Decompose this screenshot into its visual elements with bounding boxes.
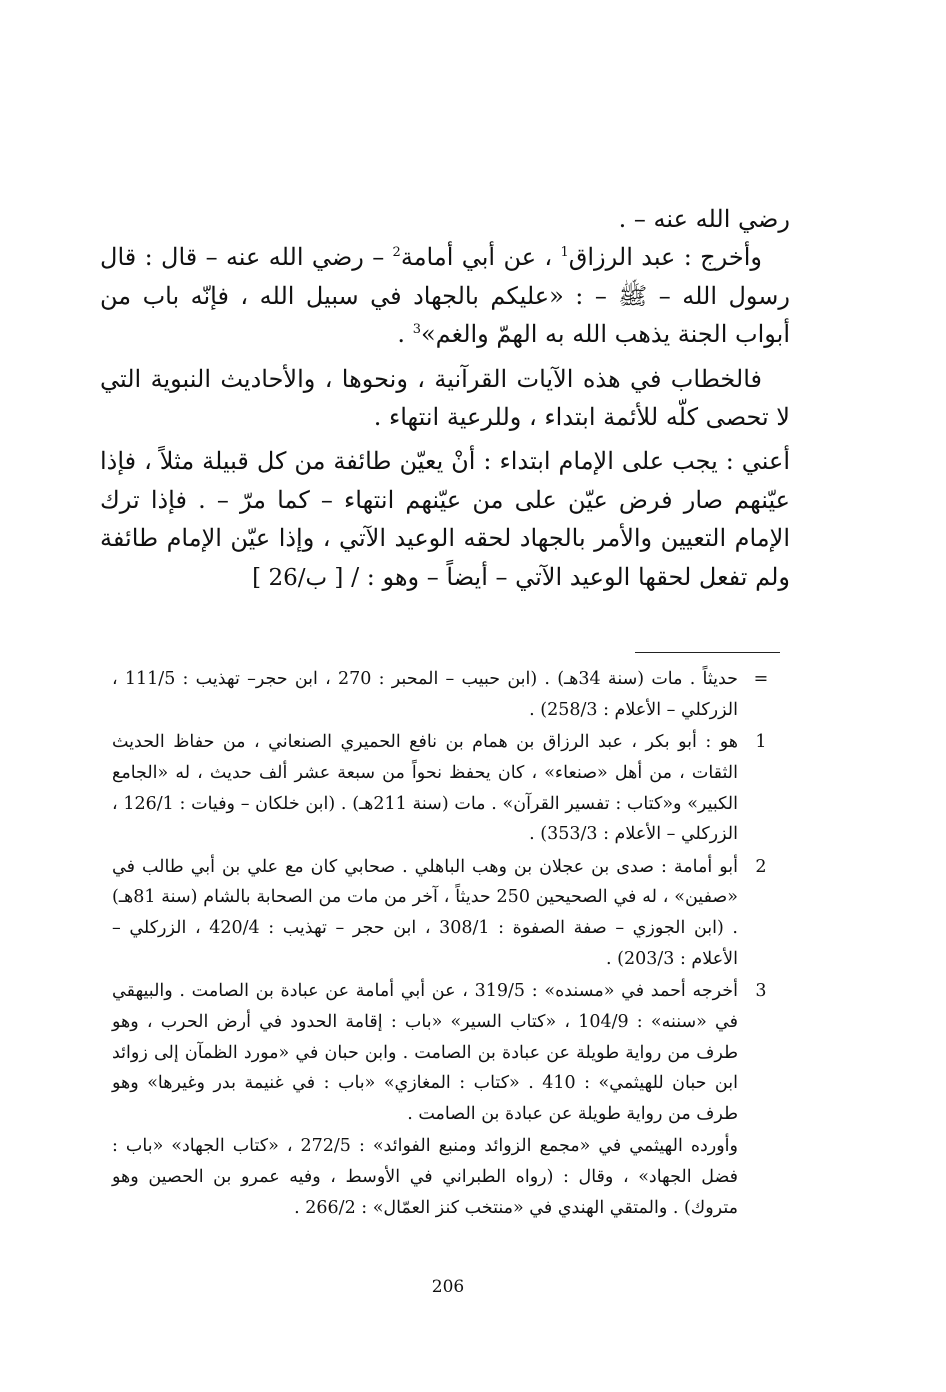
main-text bbox=[100, 200, 790, 596]
paragraph-4 bbox=[100, 442, 790, 596]
paragraph-2 bbox=[100, 238, 790, 353]
paragraph-3: فالخطاب في هذه الآيات القرآنية ، ونحوها ، والأحاديث النبوية التي لا تحصى كلّه للأئمة ابتداء ، وللرعية انتهاء . bbox=[100, 364, 790, 431]
continuation-marker: = bbox=[753, 669, 769, 689]
footnote-separator bbox=[635, 652, 780, 653]
footnote-number: 1 bbox=[755, 732, 767, 753]
paragraph-2-part-b: ، عن أبي أمامة bbox=[400, 243, 561, 272]
footnote-text: أخرجه أحمد في «مسنده» : 319/5 ، عن أبي أمامة عن عبادة بن الصامت . والبيهقي في «سننه» : 104/9 ، «كتاب السير» «باب : إقامة الحدود في أرض الحرب ، وهو طرف من رواية طويلة عن عبادة بن الصامت . وابن حبان في «مورد الظمآن إلى زوائد ابن حبان للهيثمي» : 410 . «كتاب : المغازي» «باب : في غنيمة بدر وغيرها» وهو طرف من رواية طويلة عن عبادة بن الصامت . bbox=[112, 981, 739, 1124]
footnote-number: 3 bbox=[755, 981, 767, 1002]
footnote-continuation bbox=[112, 664, 782, 725]
footnote-number: 2 bbox=[755, 856, 767, 877]
footnotes bbox=[112, 664, 782, 1223]
footnote-ref-2: 2 bbox=[392, 245, 401, 261]
footnote-continuation-text: حديثاً . مات (سنة 34هـ) . (ابن حبيب – المحبر : 270 ، ابن حجر– تهذيب : 111/5 ، الزركلي – الأعلام : 258/3) . bbox=[112, 669, 739, 720]
paragraph-2-part-a: وأخرج : عبد الرزاق bbox=[568, 243, 762, 272]
footnote-3-continuation: وأورده الهيثمي في «مجمع الزوائد ومنبع الفوائد» : 272/5 ، «كتاب الجهاد» «باب : فضل الجهاد» ، وقال : (رواه الطبراني في الأوسط ، وفيه عمرو بن الحصين وهو متروك) . والمتقي الهندي في «منتخب كنز العمّال» : 266/2 . bbox=[112, 1136, 738, 1218]
manuscript-folio-ref: [ 26/ب ] bbox=[252, 564, 344, 591]
page-number: 206 bbox=[431, 1277, 465, 1297]
footnote-ref-3: 3 bbox=[412, 322, 421, 338]
paragraph-2-part-d: . bbox=[397, 320, 413, 349]
footnote-3 bbox=[112, 976, 782, 1129]
paragraph-4-text: أعني : يجب على الإمام ابتداء : أنْ يعيّن طائفة من كل قبيلة مثلاً ، فإذا عيّنهم صار فرض عيّن على من عيّنهم انتهاء – كما مرّ – . فإذا ترك الإمام التعيين والأمر بالجهاد لحقه الوعيد الآتي ، وإذا عيّن الإمام طائفة ولم تفعل لحقها الوعيد الآتي – أيضاً – وهو : / bbox=[100, 447, 790, 591]
footnote-text: هو : أبو بكر ، عبد الرزاق بن همام بن نافع الحميري الصنعاني ، من حفاظ الحديث الثقات ، من أهل «صنعاء» ، كان يحفظ نحواً من سبعة عشر ألف حديث ، له «الجامع الكبير» و«كتاب : تفسير القرآن» . مات (سنة 211هـ) . (ابن خلكان – وفيات : 126/1 ، الزركلي – الأعلام : 353/3) . bbox=[112, 732, 738, 845]
footnote-2 bbox=[112, 852, 782, 975]
footnote-text: أبو أمامة : صدى بن عجلان بن وهب الباهلي . صحابي كان مع علي بن أبي طالب في «صفين» ، له في الصحيحين 250 حديثاً ، آخر من مات من الصحابة بالشام (سنة 81هـ) . (ابن الجوزي – صفة الصفوة : 308/1 ، ابن حجر – تهذيب : 420/4 ، الزركلي – الأعلام : 203/3) . bbox=[112, 856, 738, 969]
footnote-1 bbox=[112, 727, 782, 850]
paragraph-1: رضي الله عنه – . bbox=[618, 205, 790, 233]
footnote-ref-1: 1 bbox=[560, 245, 569, 261]
paragraph-2-part-c: – رضي الله عنه – قال : قال رسول الله – ﷺ – : «عليكم بالجهاد في سبيل الله ، فإنّه باب من أبواب الجنة يذهب الله به الهمّ والغم» bbox=[100, 243, 790, 349]
